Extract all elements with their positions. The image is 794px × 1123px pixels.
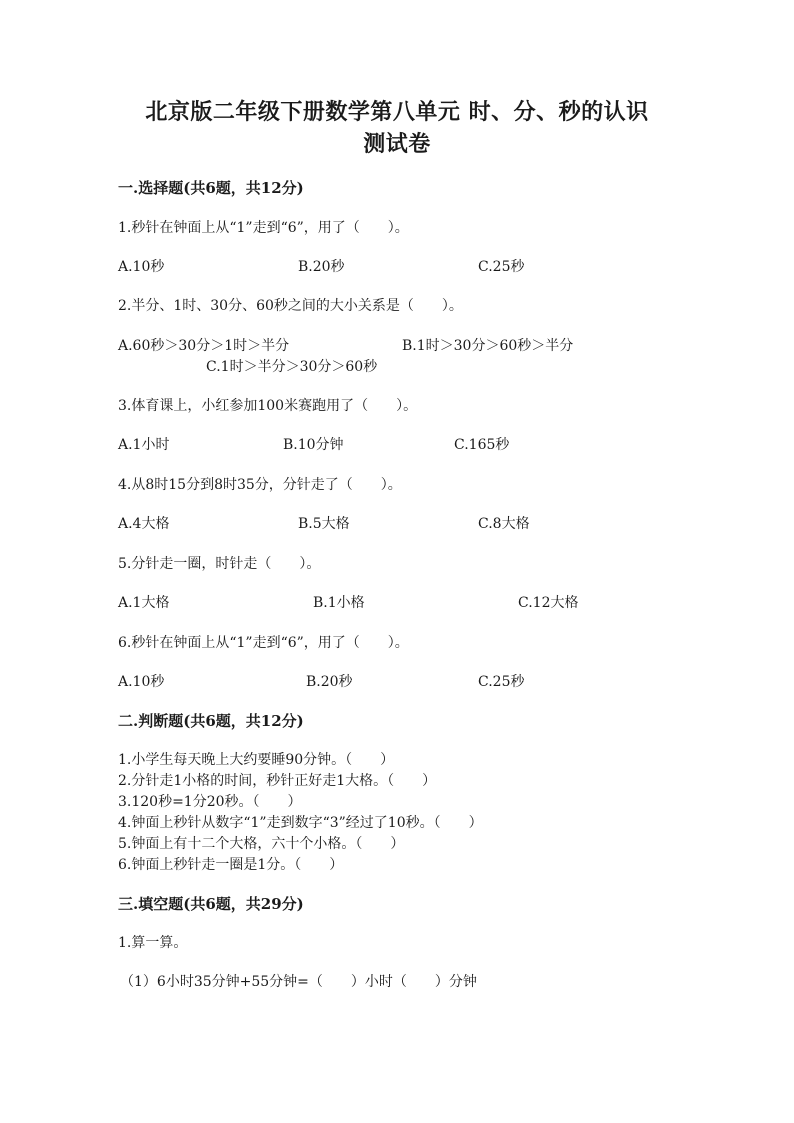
option-b: B.1时＞30分＞60秒＞半分 — [402, 338, 574, 354]
judgment-item: 3.120秒=1分20秒。（ ） — [118, 794, 302, 810]
question-text: 5.分针走一圈，时针走（ ）。 — [118, 556, 321, 572]
judgment-item: 5.钟面上有十二个大格，六十个小格。（ ） — [118, 836, 405, 852]
option-a: A.10秒 — [118, 674, 165, 690]
sub-question-text: （1）6小时35分钟+55分钟=（ ）小时（ ）分钟 — [120, 974, 477, 990]
judgment-item: 4.钟面上秒针从数字“1”走到数字“3”经过了10秒。（ ） — [118, 815, 483, 831]
option-b: B.5大格 — [298, 516, 350, 532]
question-text: 2.半分、1时、30分、60秒之间的大小关系是（ ）。 — [118, 298, 463, 314]
option-b: B.1小格 — [313, 595, 365, 611]
option-c: C.25秒 — [478, 674, 525, 690]
option-c: C.165秒 — [454, 437, 510, 453]
option-a: A.1小时 — [118, 437, 170, 453]
judgment-item: 6.钟面上秒针走一圈是1分。（ ） — [118, 857, 344, 873]
option-b: B.20秒 — [306, 674, 353, 690]
option-a: A.1大格 — [118, 595, 170, 611]
option-b: B.10分钟 — [283, 437, 344, 453]
option-b: B.20秒 — [298, 259, 345, 275]
page-title: 北京版二年级下册数学第八单元 时、分、秒的认识 — [145, 99, 649, 125]
option-a: A.10秒 — [118, 259, 165, 275]
question-text: 3.体育课上，小红参加100米赛跑用了（ ）。 — [118, 398, 418, 414]
question-text: 1.秒针在钟面上从“1”走到“6”，用了（ ）。 — [118, 220, 409, 236]
judgment-item: 2.分针走1小格的时间，秒针正好走1大格。（ ） — [118, 773, 437, 789]
question-text: 6.秒针在钟面上从“1”走到“6”，用了（ ）。 — [118, 635, 409, 651]
section-heading-fill-blank: 三.填空题(共6题，共29分) — [118, 895, 304, 913]
judgment-item: 1.小学生每天晚上大约要睡90分钟。（ ） — [118, 752, 395, 768]
option-a: A.60秒＞30分＞1时＞半分 — [118, 338, 290, 354]
question-text: 4.从8时15分到8时35分，分针走了（ ）。 — [118, 477, 402, 493]
section-heading-choice: 一.选择题(共6题，共12分) — [118, 179, 304, 197]
section-heading-judgment: 二.判断题(共6题，共12分) — [118, 712, 304, 730]
option-c: C.25秒 — [478, 259, 525, 275]
option-c: C.12大格 — [518, 595, 579, 611]
option-a: A.4大格 — [118, 516, 170, 532]
option-c: C.8大格 — [478, 516, 530, 532]
page-title-line2: 测试卷 — [363, 131, 431, 157]
question-text: 1.算一算。 — [118, 935, 188, 951]
option-c: C.1时＞半分＞30分＞60秒 — [206, 359, 378, 375]
